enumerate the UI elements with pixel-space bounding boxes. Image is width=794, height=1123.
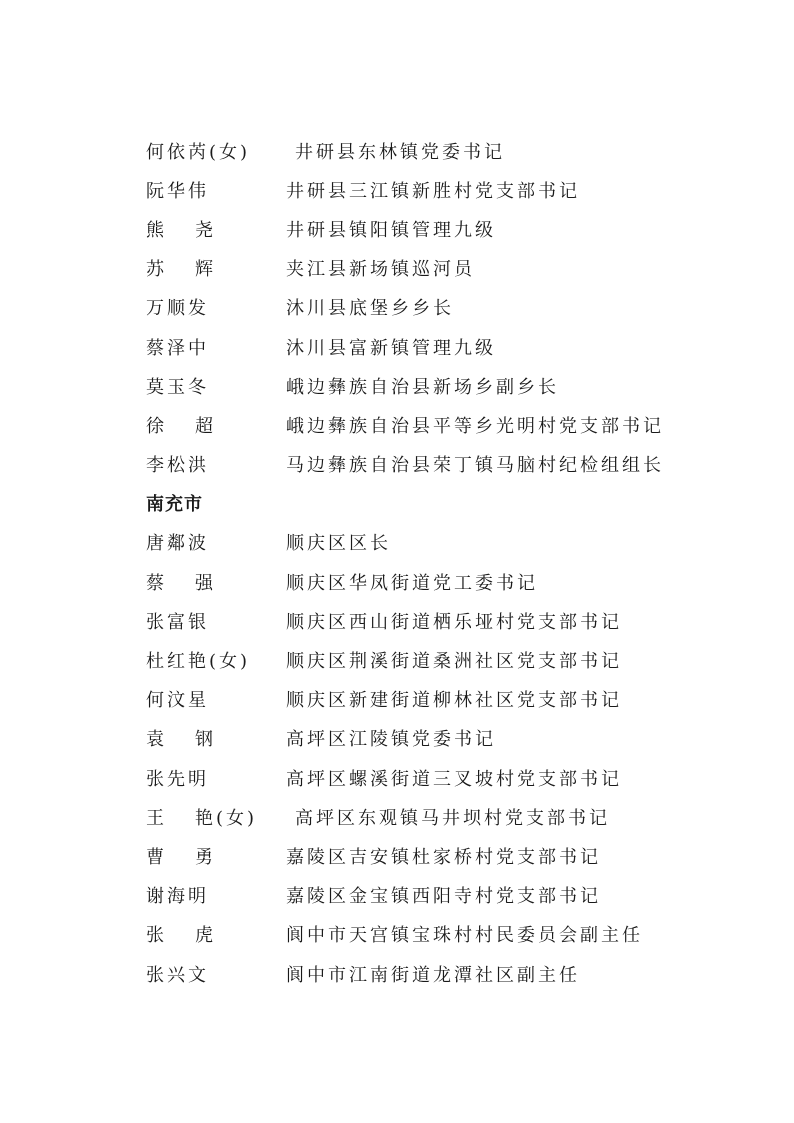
person-name [146, 216, 286, 242]
list-item [146, 131, 746, 170]
list-item [146, 680, 746, 719]
list-item [146, 719, 746, 758]
name-given: 徐 [146, 415, 167, 437]
person-name [146, 843, 286, 869]
person-name: 何依芮(女) [146, 141, 251, 163]
list-item [146, 758, 746, 797]
name-family: 强 [195, 572, 216, 594]
person-name: 张先明 [146, 768, 209, 790]
list-item [146, 209, 746, 248]
name-family: 尧 [195, 219, 216, 241]
person-title: 沐川县底堡乡乡长 [286, 298, 454, 320]
person-title: 井研县东林镇党委书记 [295, 141, 505, 163]
name-family: 勇 [195, 846, 216, 868]
list-item [146, 366, 746, 405]
list-item [146, 445, 746, 484]
list-item [146, 601, 746, 640]
person-title: 峨边彝族自治县平等乡光明村党支部书记 [286, 415, 664, 437]
name-family: 虎 [195, 925, 216, 947]
name-list [146, 131, 746, 993]
list-item [146, 640, 746, 679]
name-given: 袁 [146, 729, 167, 751]
name-family: 辉 [195, 259, 216, 281]
person-title: 高坪区东观镇马井坝村党支部书记 [295, 807, 610, 829]
name-given: 张 [146, 925, 167, 947]
person-title: 嘉陵区吉安镇杜家桥村党支部书记 [286, 846, 601, 868]
name-given: 蔡 [146, 572, 167, 594]
name-given: 苏 [146, 259, 167, 281]
person-name: 万顺发 [146, 298, 209, 320]
list-item [146, 249, 746, 288]
person-title: 顺庆区区长 [286, 533, 391, 555]
person-name: 张兴文 [146, 964, 209, 986]
list-item [146, 562, 746, 601]
list-item [146, 170, 746, 209]
list-item [146, 405, 746, 444]
section-heading: 南充市 [146, 494, 203, 516]
person-title: 顺庆区荆溪街道桑洲社区党支部书记 [286, 651, 622, 673]
name-given: 熊 [146, 219, 167, 241]
person-name: 杜红艳(女) [146, 651, 251, 673]
person-title: 顺庆区新建街道柳林社区党支部书记 [286, 690, 622, 712]
person-name [146, 569, 286, 595]
person-title: 井研县三江镇新胜村党支部书记 [286, 180, 580, 202]
person-name [146, 255, 286, 281]
person-title: 顺庆区华凤街道党工委书记 [286, 572, 538, 594]
name-family: 艳(女) [195, 807, 258, 829]
person-name: 蔡泽中 [146, 337, 209, 359]
person-title: 阆中市江南街道龙潭社区副主任 [286, 964, 580, 986]
person-name [146, 412, 286, 438]
name-given: 王 [146, 807, 167, 829]
person-name: 阮华伟 [146, 180, 209, 202]
list-item [146, 954, 746, 993]
person-name [146, 921, 286, 947]
person-title: 峨边彝族自治县新场乡副乡长 [286, 376, 559, 398]
person-title: 高坪区螺溪街道三叉坡村党支部书记 [286, 768, 622, 790]
person-name: 张富银 [146, 611, 209, 633]
name-family: 钢 [195, 729, 216, 751]
person-name: 莫玉冬 [146, 376, 209, 398]
person-name: 谢海明 [146, 886, 209, 908]
person-title: 夹江县新场镇巡河员 [286, 259, 475, 281]
list-item [146, 288, 746, 327]
list-item [146, 523, 746, 562]
person-title: 顺庆区西山街道栖乐垭村党支部书记 [286, 611, 622, 633]
person-title: 嘉陵区金宝镇西阳寺村党支部书记 [286, 886, 601, 908]
list-item [146, 797, 746, 836]
person-title: 井研县镇阳镇管理九级 [286, 219, 496, 241]
list-item [146, 915, 746, 954]
person-name: 唐鄰波 [146, 533, 209, 555]
name-given: 曹 [146, 846, 167, 868]
list-item [146, 876, 746, 915]
person-name: 何汶星 [146, 690, 209, 712]
person-title: 高坪区江陵镇党委书记 [286, 729, 496, 751]
person-title: 沐川县富新镇管理九级 [286, 337, 496, 359]
name-family: 超 [195, 415, 216, 437]
person-name [146, 725, 286, 751]
person-title: 马边彝族自治县荣丁镇马脑村纪检组组长 [286, 455, 664, 477]
person-title: 阆中市天宫镇宝珠村村民委员会副主任 [286, 925, 643, 947]
list-item [146, 836, 746, 875]
list-item [146, 327, 746, 366]
person-name [146, 804, 286, 830]
person-name: 李松洪 [146, 455, 209, 477]
